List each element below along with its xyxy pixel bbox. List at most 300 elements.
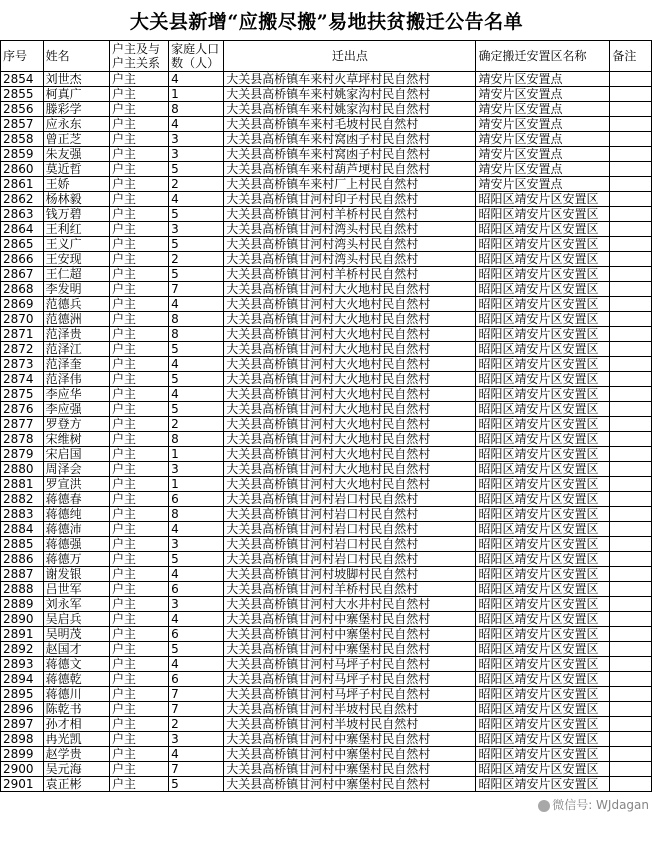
cell-seq: 2897 [1, 717, 44, 732]
table-row [1, 357, 652, 372]
cell-relation: 户主 [110, 207, 169, 222]
cell-household-size: 6 [169, 492, 224, 507]
cell-remarks [610, 552, 652, 567]
cell-origin: 大关县高桥镇车来村葫芦埂村民自然村 [224, 162, 476, 177]
cell-name: 蒋德乾 [43, 672, 109, 687]
cell-remarks [610, 522, 652, 537]
cell-seq: 2876 [1, 402, 44, 417]
cell-household-size: 3 [169, 597, 224, 612]
cell-origin: 大关县高桥镇甘河村大火地村民自然村 [224, 402, 476, 417]
table-row [1, 192, 652, 207]
cell-household-size: 5 [169, 342, 224, 357]
cell-remarks [610, 207, 652, 222]
cell-resettlement-site: 昭阳区靖安片区安置区 [476, 777, 610, 792]
cell-relation: 户主 [110, 237, 169, 252]
cell-resettlement-site: 靖安片区安置点 [476, 72, 610, 87]
table-row [1, 702, 652, 717]
cell-seq: 2882 [1, 492, 44, 507]
cell-relation: 户主 [110, 567, 169, 582]
cell-remarks [610, 147, 652, 162]
table-row [1, 252, 652, 267]
cell-resettlement-site: 昭阳区靖安片区安置区 [476, 192, 610, 207]
cell-remarks [610, 297, 652, 312]
cell-relation: 户主 [110, 762, 169, 777]
table-row [1, 87, 652, 102]
cell-household-size: 4 [169, 657, 224, 672]
cell-origin: 大关县高桥镇甘河村岩口村民自然村 [224, 537, 476, 552]
cell-origin: 大关县高桥镇甘河村大火地村民自然村 [224, 327, 476, 342]
cell-origin: 大关县高桥镇甘河村中寨堡村民自然村 [224, 612, 476, 627]
cell-relation: 户主 [110, 177, 169, 192]
cell-remarks [610, 462, 652, 477]
cell-name: 蒋德文 [43, 657, 109, 672]
table-row [1, 627, 652, 642]
cell-name: 罗宣洪 [43, 477, 109, 492]
table-row [1, 342, 652, 357]
cell-household-size: 5 [169, 402, 224, 417]
cell-name: 蒋德川 [43, 687, 109, 702]
table-row [1, 327, 652, 342]
cell-household-size: 3 [169, 732, 224, 747]
cell-household-size: 4 [169, 522, 224, 537]
cell-household-size: 7 [169, 687, 224, 702]
cell-seq: 2865 [1, 237, 44, 252]
cell-remarks [610, 267, 652, 282]
cell-remarks [610, 492, 652, 507]
cell-seq: 2887 [1, 567, 44, 582]
cell-origin: 大关县高桥镇甘河村大火地村民自然村 [224, 297, 476, 312]
cell-resettlement-site: 昭阳区靖安片区安置区 [476, 732, 610, 747]
cell-resettlement-site: 靖安片区安置点 [476, 117, 610, 132]
cell-name: 范泽贵 [43, 327, 109, 342]
table-row [1, 732, 652, 747]
cell-resettlement-site: 昭阳区靖安片区安置区 [476, 327, 610, 342]
table-row [1, 147, 652, 162]
cell-remarks [610, 417, 652, 432]
cell-name: 李发明 [43, 282, 109, 297]
cell-origin: 大关县高桥镇甘河村马坪子村民自然村 [224, 672, 476, 687]
cell-origin: 大关县高桥镇甘河村湾头村民自然村 [224, 222, 476, 237]
cell-remarks [610, 732, 652, 747]
cell-relation: 户主 [110, 552, 169, 567]
cell-name: 宋启国 [43, 447, 109, 462]
cell-origin: 大关县高桥镇甘河村岩口村民自然村 [224, 522, 476, 537]
table-row [1, 492, 652, 507]
cell-seq: 2883 [1, 507, 44, 522]
cell-origin: 大关县高桥镇甘河村大火地村民自然村 [224, 417, 476, 432]
table-row [1, 477, 652, 492]
cell-resettlement-site: 昭阳区靖安片区安置区 [476, 642, 610, 657]
cell-origin: 大关县高桥镇甘河村大火地村民自然村 [224, 462, 476, 477]
cell-resettlement-site: 昭阳区靖安片区安置区 [476, 297, 610, 312]
cell-origin: 大关县高桥镇甘河村半坡村民自然村 [224, 702, 476, 717]
cell-resettlement-site: 昭阳区靖安片区安置区 [476, 762, 610, 777]
cell-household-size: 8 [169, 507, 224, 522]
table-row [1, 177, 652, 192]
cell-origin: 大关县高桥镇甘河村岩口村民自然村 [224, 507, 476, 522]
cell-resettlement-site: 昭阳区靖安片区安置区 [476, 522, 610, 537]
cell-seq: 2858 [1, 132, 44, 147]
cell-resettlement-site: 昭阳区靖安片区安置区 [476, 612, 610, 627]
cell-relation: 户主 [110, 162, 169, 177]
cell-seq: 2900 [1, 762, 44, 777]
header-resettlement-site: 确定搬迁安置区名称 [476, 41, 610, 72]
cell-origin: 大关县高桥镇甘河村大火地村民自然村 [224, 387, 476, 402]
cell-seq: 2869 [1, 297, 44, 312]
cell-household-size: 3 [169, 132, 224, 147]
watermark-text: 微信号: WJdagan [552, 798, 649, 812]
cell-remarks [610, 702, 652, 717]
cell-resettlement-site: 昭阳区靖安片区安置区 [476, 582, 610, 597]
cell-seq: 2873 [1, 357, 44, 372]
cell-household-size: 4 [169, 117, 224, 132]
cell-name: 王娇 [43, 177, 109, 192]
cell-household-size: 4 [169, 357, 224, 372]
cell-seq: 2901 [1, 777, 44, 792]
cell-seq: 2864 [1, 222, 44, 237]
cell-household-size: 5 [169, 552, 224, 567]
cell-seq: 2890 [1, 612, 44, 627]
cell-remarks [610, 117, 652, 132]
cell-seq: 2863 [1, 207, 44, 222]
cell-seq: 2891 [1, 627, 44, 642]
cell-origin: 大关县高桥镇甘河村大火地村民自然村 [224, 477, 476, 492]
cell-household-size: 5 [169, 207, 224, 222]
cell-name: 应永东 [43, 117, 109, 132]
cell-remarks [610, 567, 652, 582]
cell-household-size: 3 [169, 537, 224, 552]
cell-remarks [610, 762, 652, 777]
cell-seq: 2896 [1, 702, 44, 717]
cell-remarks [610, 672, 652, 687]
cell-seq: 2877 [1, 417, 44, 432]
cell-resettlement-site: 靖安片区安置点 [476, 162, 610, 177]
cell-remarks [610, 387, 652, 402]
cell-name: 赵学贵 [43, 747, 109, 762]
cell-remarks [610, 777, 652, 792]
cell-resettlement-site: 昭阳区靖安片区安置区 [476, 282, 610, 297]
cell-seq: 2898 [1, 732, 44, 747]
cell-seq: 2892 [1, 642, 44, 657]
cell-resettlement-site: 昭阳区靖安片区安置区 [476, 477, 610, 492]
table-row [1, 432, 652, 447]
cell-resettlement-site: 昭阳区靖安片区安置区 [476, 672, 610, 687]
cell-seq: 2862 [1, 192, 44, 207]
cell-remarks [610, 357, 652, 372]
cell-seq: 2878 [1, 432, 44, 447]
table-row [1, 687, 652, 702]
cell-household-size: 4 [169, 72, 224, 87]
cell-seq: 2881 [1, 477, 44, 492]
cell-seq: 2870 [1, 312, 44, 327]
cell-relation: 户主 [110, 582, 169, 597]
cell-name: 范德洲 [43, 312, 109, 327]
cell-origin: 大关县高桥镇甘河村岩口村民自然村 [224, 552, 476, 567]
cell-resettlement-site: 昭阳区靖安片区安置区 [476, 252, 610, 267]
cell-seq: 2874 [1, 372, 44, 387]
table-row [1, 642, 652, 657]
cell-origin: 大关县高桥镇甘河村大火地村民自然村 [224, 312, 476, 327]
table-row [1, 417, 652, 432]
cell-relation: 户主 [110, 627, 169, 642]
cell-origin: 大关县高桥镇甘河村大火地村民自然村 [224, 342, 476, 357]
cell-relation: 户主 [110, 252, 169, 267]
table-row [1, 582, 652, 597]
cell-seq: 2857 [1, 117, 44, 132]
cell-name: 杨林毅 [43, 192, 109, 207]
cell-origin: 大关县高桥镇甘河村岩口村民自然村 [224, 492, 476, 507]
cell-origin: 大关县高桥镇甘河村中寨堡村民自然村 [224, 747, 476, 762]
cell-household-size: 3 [169, 462, 224, 477]
cell-resettlement-site: 昭阳区靖安片区安置区 [476, 417, 610, 432]
cell-seq: 2868 [1, 282, 44, 297]
cell-household-size: 5 [169, 642, 224, 657]
cell-origin: 大关县高桥镇甘河村大火地村民自然村 [224, 282, 476, 297]
cell-remarks [610, 72, 652, 87]
header-origin: 迁出点 [224, 41, 476, 72]
cell-name: 蒋德沛 [43, 522, 109, 537]
table-row [1, 777, 652, 792]
cell-relation: 户主 [110, 702, 169, 717]
cell-remarks [610, 402, 652, 417]
cell-resettlement-site: 昭阳区靖安片区安置区 [476, 387, 610, 402]
cell-name: 吴元海 [43, 762, 109, 777]
cell-name: 赵国才 [43, 642, 109, 657]
cell-remarks [610, 477, 652, 492]
cell-name: 陈乾书 [43, 702, 109, 717]
table-row [1, 237, 652, 252]
cell-household-size: 6 [169, 672, 224, 687]
cell-name: 王义广 [43, 237, 109, 252]
cell-household-size: 4 [169, 192, 224, 207]
table-body [1, 72, 652, 792]
cell-relation: 户主 [110, 72, 169, 87]
cell-relation: 户主 [110, 102, 169, 117]
cell-origin: 大关县高桥镇甘河村马坪子村民自然村 [224, 657, 476, 672]
cell-origin: 大关县高桥镇甘河村中寨堡村民自然村 [224, 627, 476, 642]
table-header [1, 41, 652, 72]
watermark [538, 796, 649, 813]
cell-household-size: 5 [169, 162, 224, 177]
cell-resettlement-site: 昭阳区靖安片区安置区 [476, 627, 610, 642]
cell-seq: 2895 [1, 687, 44, 702]
table-row [1, 552, 652, 567]
table-row [1, 312, 652, 327]
table-row [1, 387, 652, 402]
cell-relation: 户主 [110, 597, 169, 612]
cell-origin: 大关县高桥镇甘河村大火地村民自然村 [224, 432, 476, 447]
cell-household-size: 2 [169, 252, 224, 267]
cell-remarks [610, 252, 652, 267]
cell-household-size: 5 [169, 372, 224, 387]
table-row [1, 447, 652, 462]
cell-remarks [610, 627, 652, 642]
cell-resettlement-site: 昭阳区靖安片区安置区 [476, 702, 610, 717]
cell-remarks [610, 342, 652, 357]
header-remarks: 备注 [610, 41, 652, 72]
cell-resettlement-site: 昭阳区靖安片区安置区 [476, 537, 610, 552]
cell-resettlement-site: 昭阳区靖安片区安置区 [476, 597, 610, 612]
cell-relation: 户主 [110, 147, 169, 162]
cell-seq: 2875 [1, 387, 44, 402]
cell-name: 刘世杰 [43, 72, 109, 87]
cell-household-size: 5 [169, 267, 224, 282]
cell-seq: 2884 [1, 522, 44, 537]
cell-remarks [610, 747, 652, 762]
cell-household-size: 5 [169, 777, 224, 792]
cell-remarks [610, 327, 652, 342]
cell-origin: 大关县高桥镇甘河村中寨堡村民自然村 [224, 732, 476, 747]
cell-resettlement-site: 昭阳区靖安片区安置区 [476, 492, 610, 507]
cell-remarks [610, 192, 652, 207]
cell-origin: 大关县高桥镇甘河村大水井村民自然村 [224, 597, 476, 612]
cell-relation: 户主 [110, 327, 169, 342]
cell-resettlement-site: 昭阳区靖安片区安置区 [476, 462, 610, 477]
header-relation: 户主及与户主关系 [110, 41, 169, 72]
cell-origin: 大关县高桥镇车来村火草坪村民自然村 [224, 72, 476, 87]
cell-seq: 2880 [1, 462, 44, 477]
cell-remarks [610, 717, 652, 732]
cell-origin: 大关县高桥镇甘河村大火地村民自然村 [224, 372, 476, 387]
cell-origin: 大关县高桥镇车来村窝凼子村民自然村 [224, 147, 476, 162]
cell-seq: 2861 [1, 177, 44, 192]
cell-origin: 大关县高桥镇甘河村中寨堡村民自然村 [224, 777, 476, 792]
table-row [1, 222, 652, 237]
relocation-table [0, 40, 652, 792]
cell-relation: 户主 [110, 357, 169, 372]
cell-resettlement-site: 靖安片区安置点 [476, 177, 610, 192]
cell-seq: 2859 [1, 147, 44, 162]
cell-household-size: 3 [169, 222, 224, 237]
cell-name: 蒋德万 [43, 552, 109, 567]
table-row [1, 657, 652, 672]
cell-name: 王仁超 [43, 267, 109, 282]
cell-name: 冉光凯 [43, 732, 109, 747]
cell-seq: 2867 [1, 267, 44, 282]
cell-relation: 户主 [110, 342, 169, 357]
cell-relation: 户主 [110, 492, 169, 507]
cell-name: 周泽会 [43, 462, 109, 477]
cell-seq: 2894 [1, 672, 44, 687]
cell-resettlement-site: 昭阳区靖安片区安置区 [476, 267, 610, 282]
cell-name: 宋维树 [43, 432, 109, 447]
cell-household-size: 7 [169, 702, 224, 717]
cell-name: 蒋德强 [43, 537, 109, 552]
cell-resettlement-site: 昭阳区靖安片区安置区 [476, 552, 610, 567]
cell-household-size: 1 [169, 477, 224, 492]
cell-relation: 户主 [110, 717, 169, 732]
table-row [1, 102, 652, 117]
cell-origin: 大关县高桥镇甘河村马坪子村民自然村 [224, 687, 476, 702]
cell-relation: 户主 [110, 222, 169, 237]
cell-resettlement-site: 昭阳区靖安片区安置区 [476, 567, 610, 582]
cell-name: 谢发银 [43, 567, 109, 582]
cell-name: 王利红 [43, 222, 109, 237]
cell-remarks [610, 372, 652, 387]
table-row [1, 402, 652, 417]
table-row [1, 462, 652, 477]
cell-remarks [610, 87, 652, 102]
cell-relation: 户主 [110, 192, 169, 207]
cell-relation: 户主 [110, 777, 169, 792]
cell-remarks [610, 237, 652, 252]
cell-relation: 户主 [110, 282, 169, 297]
cell-resettlement-site: 昭阳区靖安片区安置区 [476, 747, 610, 762]
cell-relation: 户主 [110, 87, 169, 102]
cell-name: 蒋德春 [43, 492, 109, 507]
cell-household-size: 7 [169, 762, 224, 777]
cell-seq: 2888 [1, 582, 44, 597]
table-row [1, 612, 652, 627]
cell-household-size: 8 [169, 102, 224, 117]
cell-remarks [610, 582, 652, 597]
cell-name: 莫近哲 [43, 162, 109, 177]
cell-resettlement-site: 昭阳区靖安片区安置区 [476, 207, 610, 222]
cell-name: 王安现 [43, 252, 109, 267]
header-seq: 序号 [1, 41, 44, 72]
cell-name: 罗登方 [43, 417, 109, 432]
cell-name: 范泽江 [43, 342, 109, 357]
table-row [1, 567, 652, 582]
table-row [1, 162, 652, 177]
cell-origin: 大关县高桥镇甘河村湾头村民自然村 [224, 237, 476, 252]
cell-remarks [610, 132, 652, 147]
cell-resettlement-site: 昭阳区靖安片区安置区 [476, 447, 610, 462]
cell-origin: 大关县高桥镇甘河村大火地村民自然村 [224, 357, 476, 372]
cell-household-size: 4 [169, 297, 224, 312]
cell-seq: 2855 [1, 87, 44, 102]
cell-origin: 大关县高桥镇甘河村湾头村民自然村 [224, 252, 476, 267]
cell-relation: 户主 [110, 477, 169, 492]
cell-relation: 户主 [110, 372, 169, 387]
cell-remarks [610, 642, 652, 657]
cell-seq: 2866 [1, 252, 44, 267]
cell-remarks [610, 222, 652, 237]
cell-resettlement-site: 靖安片区安置点 [476, 132, 610, 147]
cell-seq: 2879 [1, 447, 44, 462]
cell-relation: 户主 [110, 507, 169, 522]
cell-origin: 大关县高桥镇甘河村羊桥村民自然村 [224, 582, 476, 597]
cell-household-size: 7 [169, 282, 224, 297]
cell-resettlement-site: 昭阳区靖安片区安置区 [476, 237, 610, 252]
cell-origin: 大关县高桥镇车来村姚家沟村民自然村 [224, 87, 476, 102]
cell-relation: 户主 [110, 747, 169, 762]
cell-household-size: 8 [169, 432, 224, 447]
table-row [1, 537, 652, 552]
header-name: 姓名 [43, 41, 109, 72]
cell-household-size: 4 [169, 567, 224, 582]
cell-remarks [610, 312, 652, 327]
cell-name: 滕彩学 [43, 102, 109, 117]
cell-relation: 户主 [110, 117, 169, 132]
cell-relation: 户主 [110, 402, 169, 417]
table-row [1, 522, 652, 537]
cell-remarks [610, 612, 652, 627]
cell-relation: 户主 [110, 297, 169, 312]
cell-household-size: 4 [169, 612, 224, 627]
cell-name: 李应强 [43, 402, 109, 417]
table-row [1, 717, 652, 732]
cell-name: 孙才相 [43, 717, 109, 732]
page-title: 大关县新增“应搬尽搬”易地扶贫搬迁公告名单 [129, 10, 524, 33]
cell-resettlement-site: 昭阳区靖安片区安置区 [476, 507, 610, 522]
cell-resettlement-site: 靖安片区安置点 [476, 87, 610, 102]
cell-origin: 大关县高桥镇甘河村坡脚村民自然村 [224, 567, 476, 582]
cell-name: 朱友强 [43, 147, 109, 162]
cell-name: 蒋德纯 [43, 507, 109, 522]
cell-relation: 户主 [110, 417, 169, 432]
table-row [1, 207, 652, 222]
